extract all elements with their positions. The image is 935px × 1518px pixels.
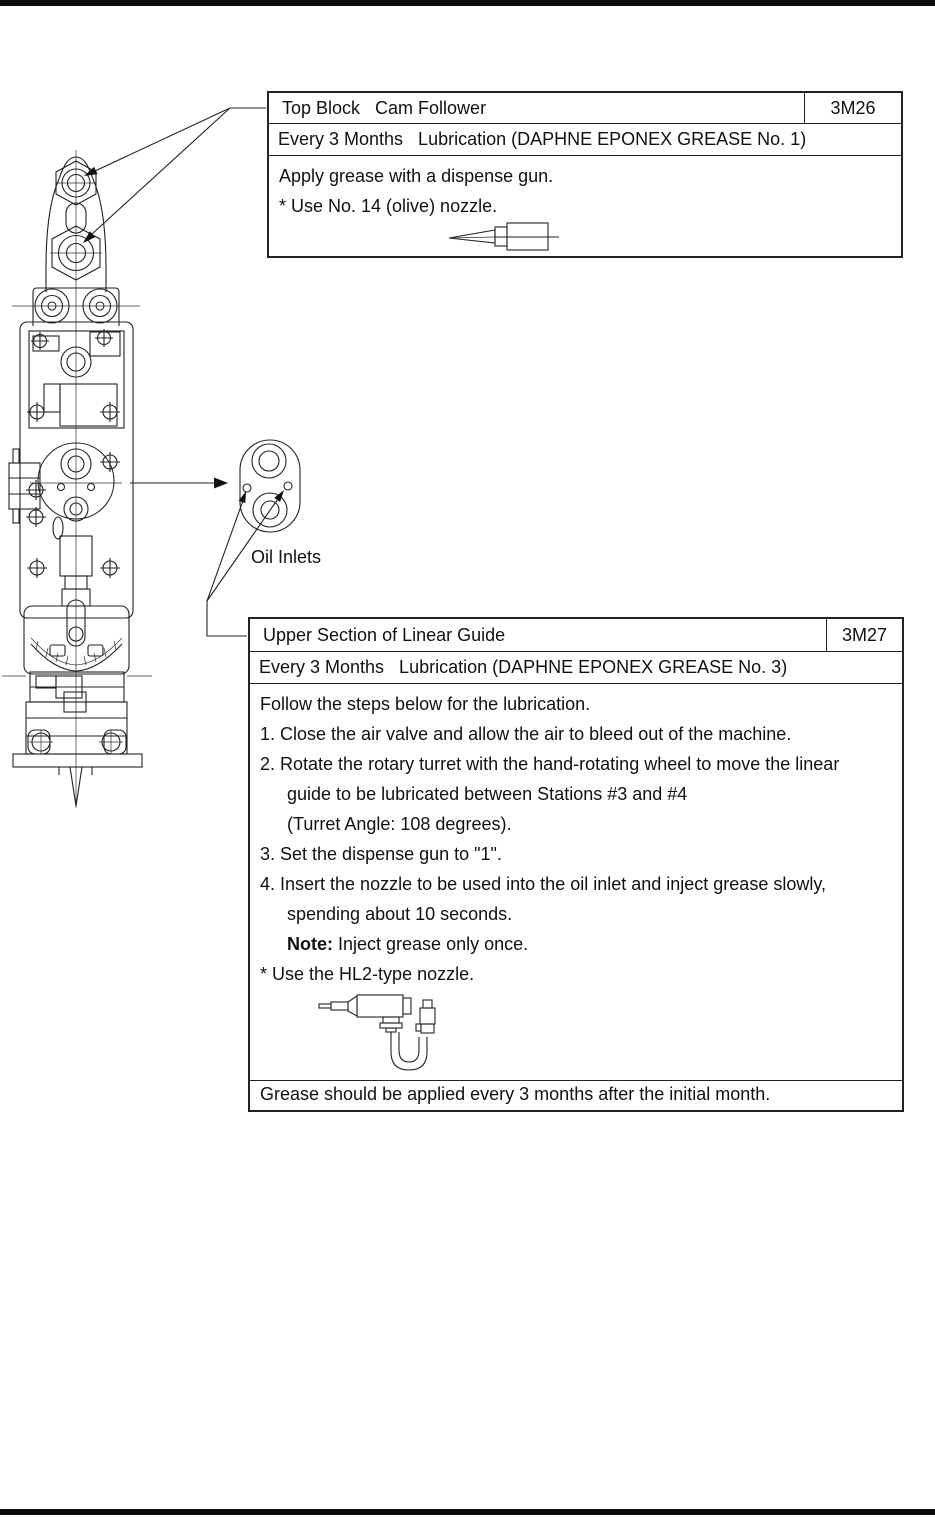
no14-olive-nozzle-icon xyxy=(447,216,562,256)
card2-schedule-row: Every 3 Months Lubrication (DAPHNE EPONEX GREASE No. 3) xyxy=(250,652,902,684)
page-top-rule xyxy=(0,0,935,6)
card1-title: Top Block Cam Follower xyxy=(282,97,487,118)
oil-inlets-label: Oil Inlets xyxy=(251,547,322,567)
oil-inlets-detail xyxy=(240,440,300,532)
card1-instruction-line: * Use No. 14 (olive) nozzle. xyxy=(279,196,498,216)
card2-header xyxy=(250,619,902,652)
card2-nozzle-line: * Use the HL2-type nozzle. xyxy=(260,964,475,984)
maintenance-card-3m27 xyxy=(248,617,904,1112)
card2-step-1: 1. Close the air valve and allow the air to bleed out of the machine. xyxy=(260,724,792,744)
card1-instruction-line: Apply grease with a dispense gun. xyxy=(279,166,554,186)
card2-code-badge: 3M27 xyxy=(826,619,902,651)
card2-step-2: 2. Rotate the rotary turret with the hand-rotating wheel to move the linear xyxy=(260,754,840,774)
card2-body xyxy=(250,684,902,1080)
card2-footer-note: Grease should be applied every 3 months after the initial month. xyxy=(250,1080,902,1108)
hl2-type-nozzle-icon xyxy=(295,990,460,1085)
card2-note-line xyxy=(250,929,902,959)
card2-step-3: 3. Set the dispense gun to "1". xyxy=(260,844,502,864)
note-text: Inject grease only once. xyxy=(333,934,529,954)
page-bottom-rule xyxy=(0,1509,935,1515)
card1-schedule-row: Every 3 Months Lubrication (DAPHNE EPONEX GREASE No. 1) xyxy=(269,124,901,156)
leader-lines-cam-follower xyxy=(83,108,266,243)
card2-step-4: 4. Insert the nozzle to be used into the oil inlet and inject grease slowly, xyxy=(260,874,826,894)
card2-step-4-cont: spending about 10 seconds. xyxy=(287,904,513,924)
card2-intro-line: Follow the steps below for the lubrication. xyxy=(260,694,591,714)
maintenance-card-3m26 xyxy=(267,91,903,258)
card1-code-badge: 3M26 xyxy=(804,93,901,123)
card2-step-2-cont: (Turret Angle: 108 degrees). xyxy=(287,814,512,834)
note-label: Note: xyxy=(287,934,333,954)
card2-title: Upper Section of Linear Guide xyxy=(263,624,506,645)
card1-header xyxy=(269,93,901,124)
card2-step-2-cont: guide to be lubricated between Stations #3 and #4 xyxy=(287,784,688,804)
card1-body xyxy=(269,156,901,256)
